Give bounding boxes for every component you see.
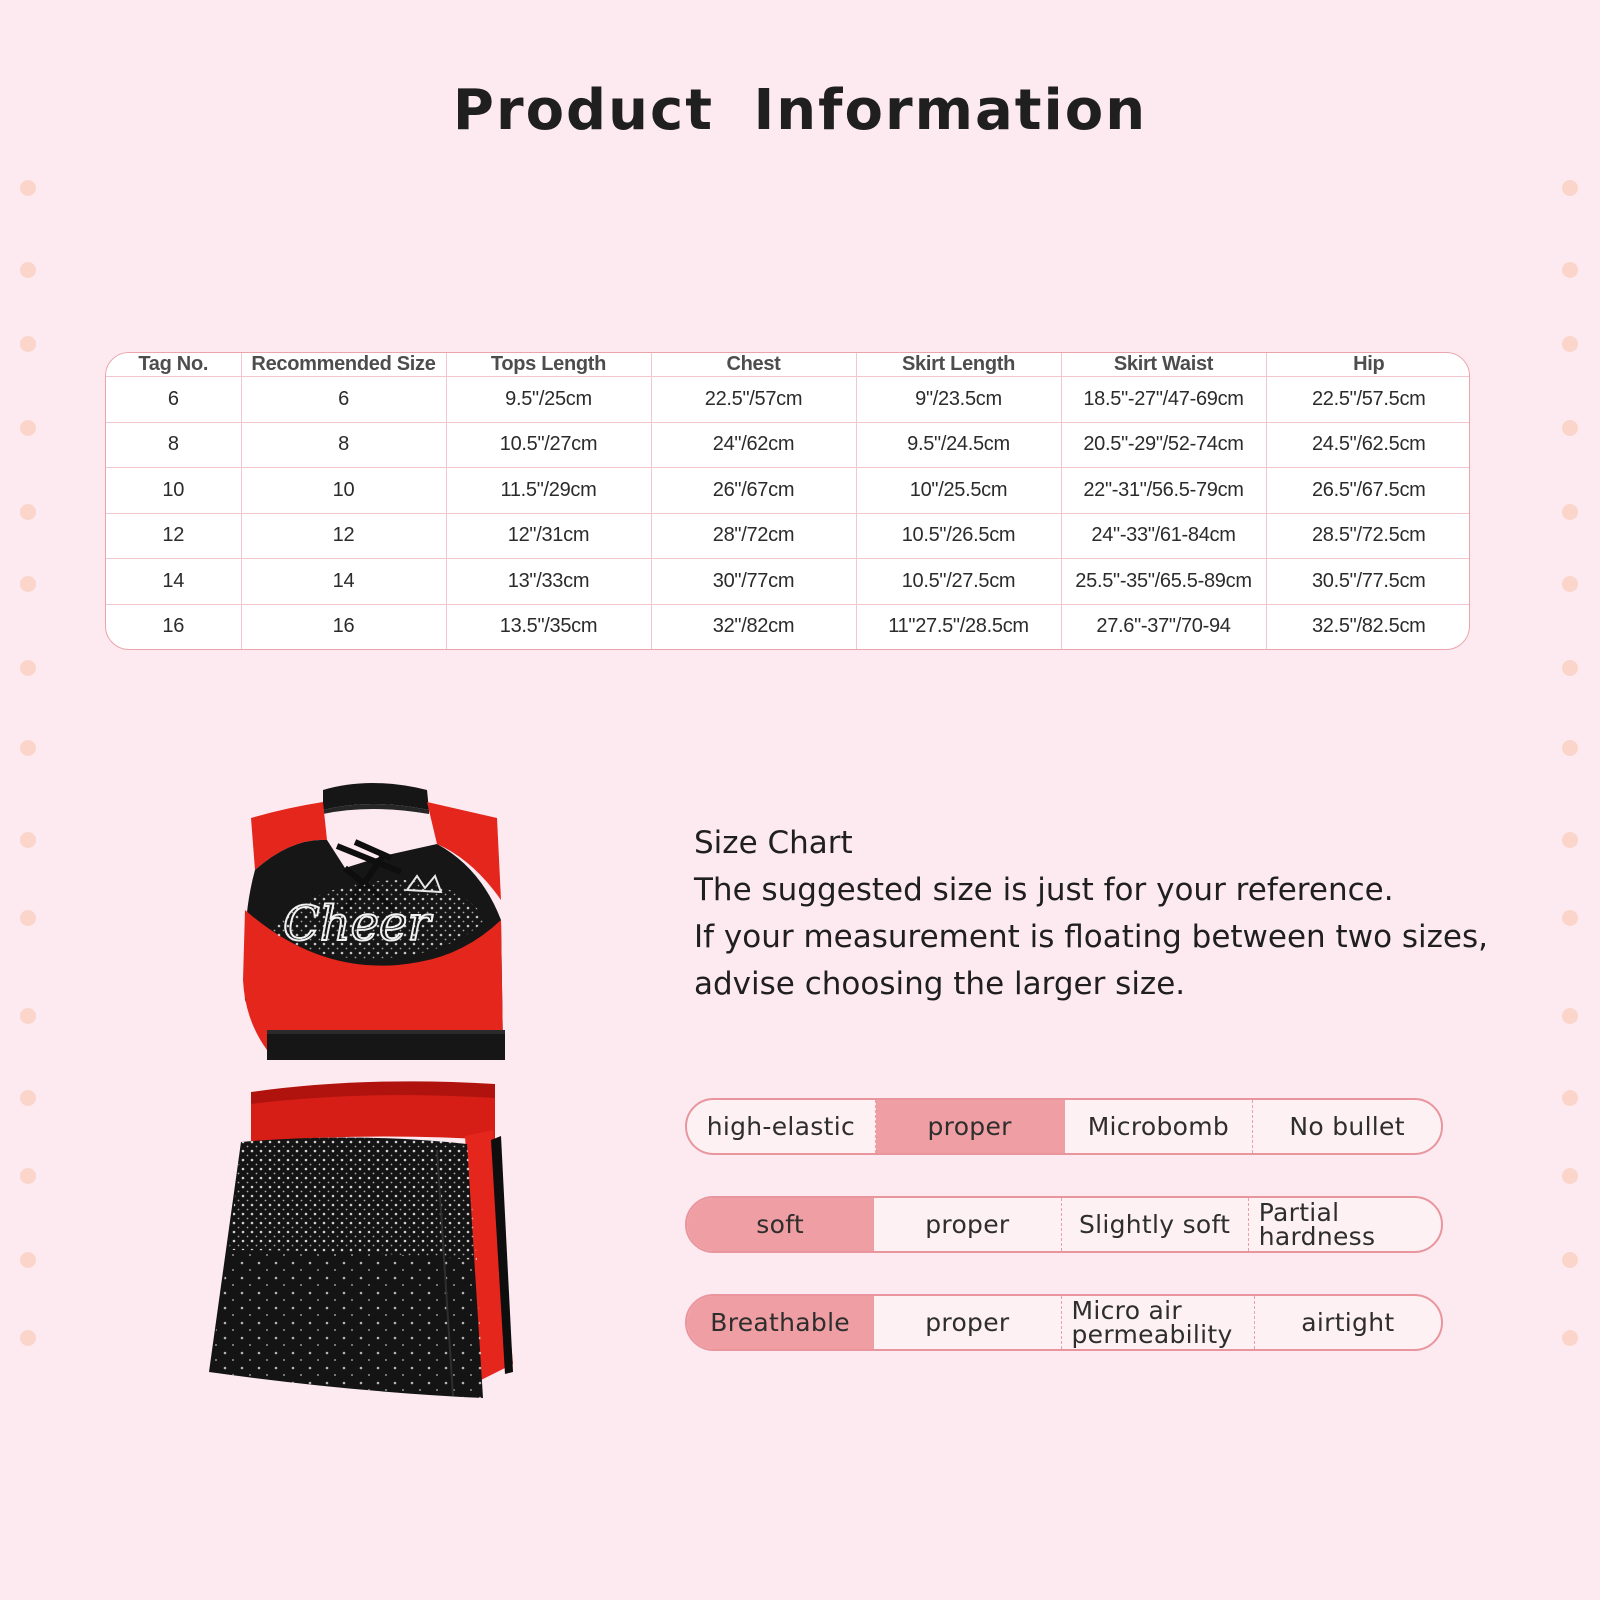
table-cell: 22.5"/57.5cm [1266, 377, 1470, 423]
table-cell: 12 [106, 513, 241, 559]
table-cell: 10 [106, 468, 241, 514]
softness-scale [685, 1196, 1443, 1253]
crop-top [243, 783, 505, 1060]
size-table-container [105, 352, 1470, 650]
table-cell: 6 [106, 377, 241, 423]
table-cell: 14 [106, 559, 241, 605]
table-cell: 8 [106, 422, 241, 468]
table-cell: 27.6"-37"/70-94 [1061, 604, 1266, 649]
header-skirt-length: Skirt Length [856, 353, 1061, 377]
breathability-option-micro-air-permeability: Micro air permeability [1062, 1296, 1255, 1349]
table-cell: 30.5"/77.5cm [1266, 559, 1470, 605]
table-cell: 16 [106, 604, 241, 649]
table-cell: 24.5"/62.5cm [1266, 422, 1470, 468]
elasticity-option-proper: proper [876, 1100, 1065, 1153]
table-cell: 28.5"/72.5cm [1266, 513, 1470, 559]
table-cell: 24"-33"/61-84cm [1061, 513, 1266, 559]
elasticity-option-no-bullet: No bullet [1289, 1111, 1405, 1141]
table-cell: 6 [241, 377, 446, 423]
svg-text:Cheer: Cheer [283, 896, 431, 952]
table-row [106, 422, 1470, 468]
table-cell: 9"/23.5cm [856, 377, 1061, 423]
breathability-scale [685, 1294, 1443, 1351]
header-hip: Hip [1266, 353, 1470, 377]
decorative-dots-left [20, 180, 38, 1380]
table-cell: 22.5"/57cm [651, 377, 856, 423]
table-cell: 10.5"/27cm [446, 422, 651, 468]
table-cell: 14 [241, 559, 446, 605]
table-cell: 26.5"/67.5cm [1266, 468, 1470, 514]
header-recommended-size: Recommended Size [241, 353, 446, 377]
breathability-option-proper: proper [874, 1296, 1061, 1349]
table-cell: 11"27.5"/28.5cm [856, 604, 1061, 649]
page-title: Product Information [452, 78, 1148, 143]
elasticity-scale [685, 1098, 1443, 1155]
table-row [106, 377, 1470, 423]
table-cell: 12"/31cm [446, 513, 651, 559]
table-cell: 9.5"/25cm [446, 377, 651, 423]
table-cell: 13"/33cm [446, 559, 651, 605]
table-cell: 26"/67cm [651, 468, 856, 514]
header-tag-no: Tag No. [106, 353, 241, 377]
elasticity-option-microbomb: Microbomb [1065, 1100, 1254, 1153]
header-tops-length: Tops Length [446, 353, 651, 377]
skort [209, 1081, 513, 1398]
notes-heading: Size Chart [694, 825, 853, 861]
table-cell: 11.5"/29cm [446, 468, 651, 514]
breathability-option-airtight: airtight [1301, 1307, 1395, 1337]
table-cell: 32"/82cm [651, 604, 856, 649]
table-cell: 10.5"/26.5cm [856, 513, 1061, 559]
table-row [106, 468, 1470, 514]
product-image-cheer-uniform [205, 780, 535, 1420]
table-cell: 22"-31"/56.5-79cm [1061, 468, 1266, 514]
table-cell: 10 [241, 468, 446, 514]
breathability-option-breathable: Breathable [687, 1296, 874, 1349]
table-cell: 16 [241, 604, 446, 649]
table-cell: 12 [241, 513, 446, 559]
table-cell: 28"/72cm [651, 513, 856, 559]
table-cell: 30"/77cm [651, 559, 856, 605]
decorative-dots-right [1562, 180, 1580, 1380]
notes-line: If your measurement is floating between two sizes, [694, 919, 1488, 955]
table-cell: 13.5"/35cm [446, 604, 651, 649]
table-header-row [106, 353, 1470, 377]
table-row [106, 559, 1470, 605]
table-cell: 20.5"-29"/52-74cm [1061, 422, 1266, 468]
size-chart-notes [694, 820, 1494, 1008]
notes-line: The suggested size is just for your reference. [694, 872, 1394, 908]
table-row [106, 513, 1470, 559]
table-cell: 18.5"-27"/47-69cm [1061, 377, 1266, 423]
notes-line: advise choosing the larger size. [694, 966, 1186, 1002]
softness-option-soft: soft [687, 1198, 874, 1251]
header-skirt-waist: Skirt Waist [1061, 353, 1266, 377]
size-table [106, 353, 1470, 649]
table-cell: 9.5"/24.5cm [856, 422, 1061, 468]
table-cell: 24"/62cm [651, 422, 856, 468]
table-cell: 10"/25.5cm [856, 468, 1061, 514]
header-chest: Chest [651, 353, 856, 377]
elasticity-option-high-elastic: high-elastic [687, 1100, 876, 1153]
softness-option-proper: proper [874, 1198, 1061, 1251]
table-row [106, 604, 1470, 649]
table-cell: 8 [241, 422, 446, 468]
table-cell: 32.5"/82.5cm [1311, 615, 1426, 638]
table-cell: 25.5"-35"/65.5-89cm [1061, 559, 1266, 605]
table-cell: 10.5"/27.5cm [856, 559, 1061, 605]
softness-option-partial-hardness: Partial hardness [1258, 1197, 1376, 1251]
softness-option-slightly-soft: Slightly soft [1062, 1198, 1249, 1251]
